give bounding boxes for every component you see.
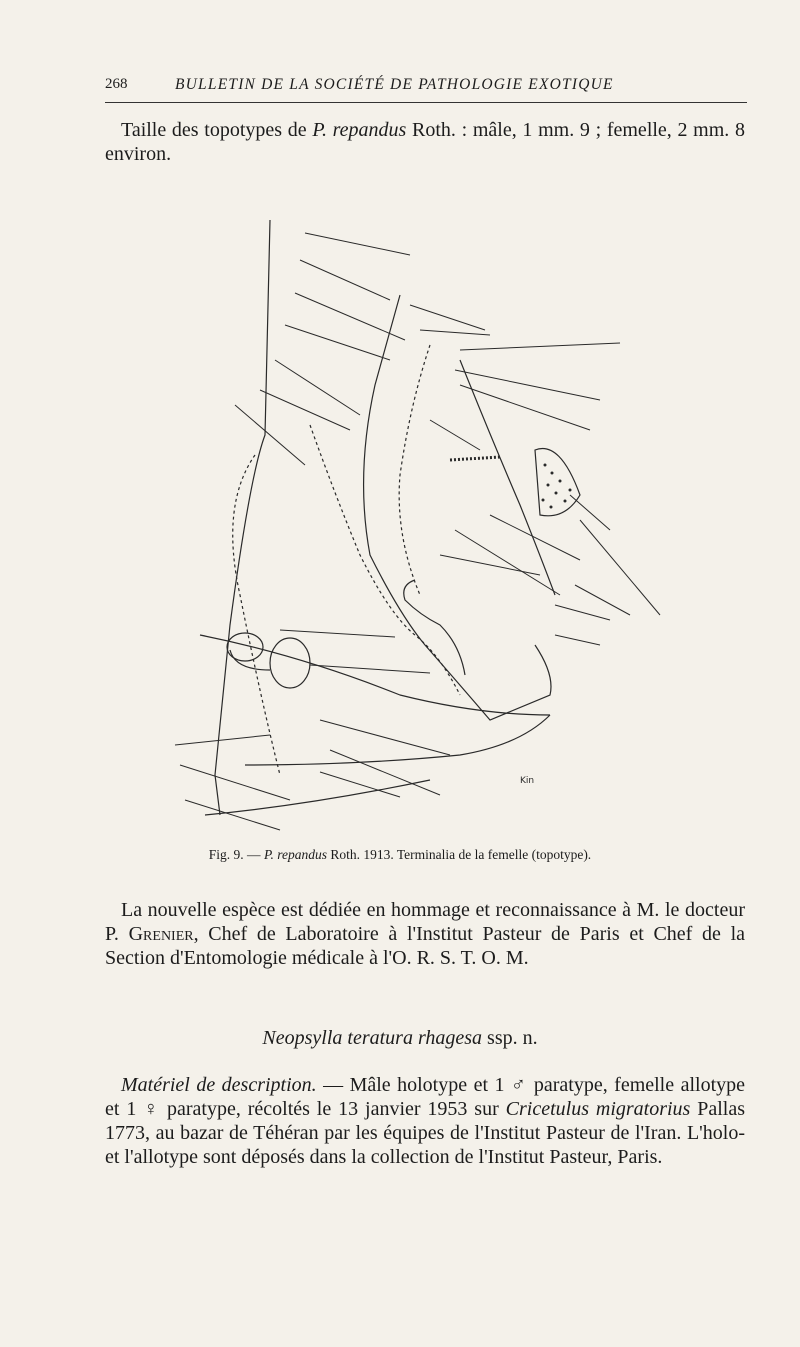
paragraph-topotype-size: Taille des topotypes de P. repandus Roth. : mâle, 1 mm. 9 ; femelle, 2 mm. 8 environ. bbox=[105, 119, 745, 165]
section-heading: Neopsylla teratura rhagesa ssp. n. bbox=[262, 1027, 538, 1049]
terminalia-illustration bbox=[160, 175, 680, 845]
running-title: BULLETIN DE LA SOCIÉTÉ DE PATHOLOGIE EXOTIQUE bbox=[175, 76, 614, 93]
paragraph-dedication: La nouvelle espèce est dédiée en hommage et reconnaissance à M. le docteur P. Grenier, Chef de Laboratoire à l'Institut Pasteur de Paris et Chef de la Section d'Entomologie médicale à l'O. R. S. T. O. M. bbox=[105, 899, 746, 969]
page-header bbox=[105, 74, 747, 103]
figure-terminalia-drawing bbox=[160, 175, 680, 845]
species-name: P. repandus bbox=[312, 119, 407, 141]
person-name: Grenier bbox=[128, 923, 194, 945]
figure-caption: Fig. 9. — P. repandus Roth. 1913. Terminalia de la femelle (topotype). bbox=[208, 847, 592, 862]
paragraph-material: Matériel de description. — Mâle holotype et 1 ♂ paratype, femelle allotype et 1 ♀ paratype, récoltés le 13 janvier 1953 sur Cricetulus migratorius Pallas 1773, au bazar de Téhéran par les équipes de l'Institut Pasteur de l'Iran. L'holo- et l'allotype sont déposés dans la collection de l'Institut Pasteur, Paris. bbox=[105, 1074, 746, 1168]
page-number: 268 bbox=[105, 76, 128, 92]
illustrator-signature: Kin bbox=[520, 776, 535, 786]
